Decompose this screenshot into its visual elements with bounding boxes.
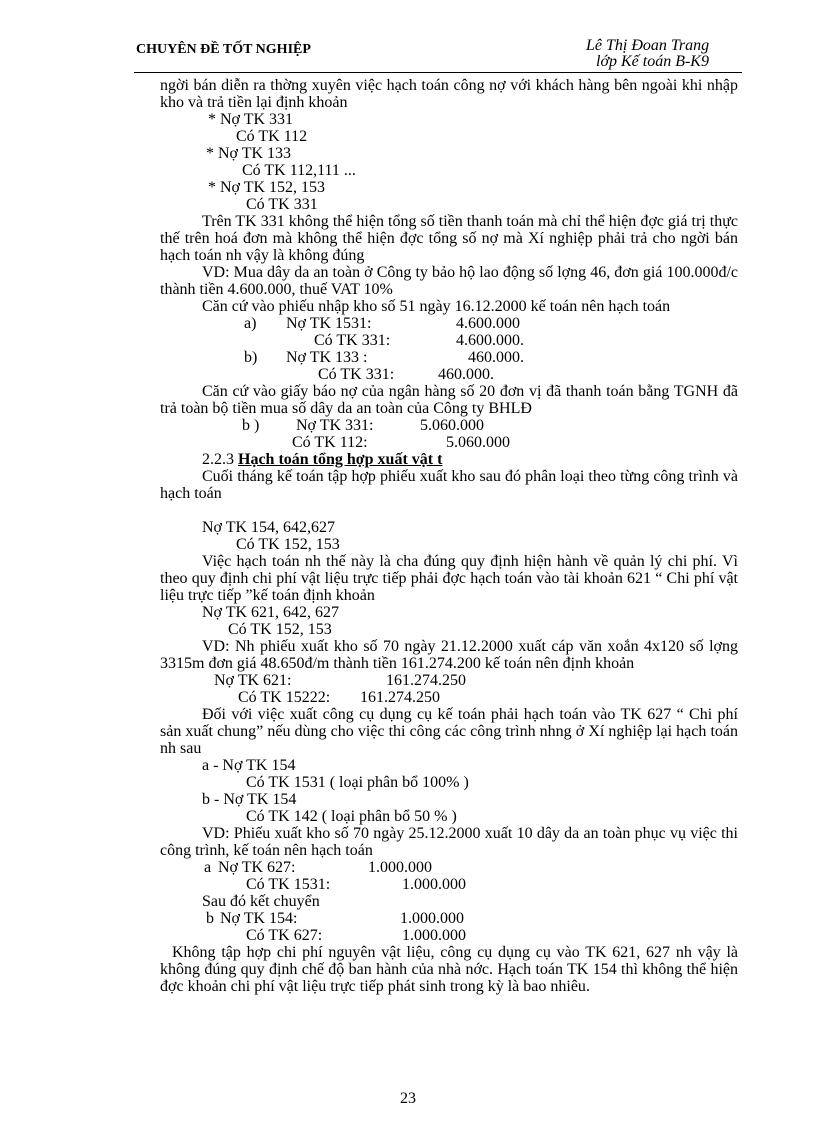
entry-line: Có TK 331	[246, 196, 318, 213]
paragraph: VD: Mua dây da an toàn ở Công ty bảo hộ lao động số lợng 46, đơn giá 100.000đ/c thành tiền 4.600.000, thuế VAT 10%	[160, 264, 738, 298]
paragraph: Đối với việc xuất công cụ dụng cụ kế toán phải hạch toán vào TK 627 “ Chi phí sản xuất chung” nếu dùng cho việc thi công các công trình nhng ở Xí nghiệp lại hạch toán nh sau	[160, 706, 738, 757]
entry-line: Sau đó kết chuyển	[202, 893, 320, 910]
entry-line: Nợ TK 621, 642, 627	[202, 604, 340, 621]
entry-amount: 1.000.000	[402, 876, 466, 893]
entry-amount: 161.274.250	[386, 672, 466, 689]
entry-line: Có TK 112	[236, 128, 308, 145]
entry-amount: 1.000.000	[368, 859, 432, 876]
entry-row	[160, 434, 738, 451]
entry-account: Có TK 112:	[292, 434, 368, 451]
paragraph: Căn cứ vào phiếu nhập kho số 51 ngày 16.12.2000 kế toán nên hạch toán	[202, 298, 671, 315]
entry-account: Có TK 331:	[318, 366, 395, 383]
entry-line: * Nợ TK 331	[208, 111, 294, 128]
entry-account: Nợ TK 331:	[296, 417, 374, 434]
section-heading	[160, 451, 738, 468]
entry-line: Có TK 152, 153	[236, 536, 340, 553]
entry-line: * Nợ TK 152, 153	[208, 179, 326, 196]
author-name: Lê Thị Đoan Trang	[586, 37, 710, 54]
entry-account: Nợ TK 627:	[218, 859, 296, 876]
entry-row	[160, 689, 738, 706]
document-body	[160, 77, 738, 995]
entry-line: Có TK 1531 ( loại phân bổ 100% )	[246, 774, 469, 791]
class-name: lớp Kế toán B-K9	[596, 53, 709, 70]
entry-label: a	[204, 859, 212, 876]
entry-account: Nợ TK 154:	[220, 910, 298, 927]
entry-account: Có TK 331:	[314, 332, 391, 349]
entry-line: Có TK 142 ( loại phân bổ 50 % )	[246, 808, 457, 825]
entry-amount: 460.000.	[468, 349, 524, 366]
entry-amount: 4.600.000.	[456, 332, 524, 349]
entry-line: Có TK 112,111 ...	[242, 162, 356, 179]
entry-label: b)	[244, 349, 258, 366]
page-header-left: CHUYÊN ĐỀ TỐT NGHIỆP	[136, 42, 311, 57]
entry-row	[160, 876, 738, 893]
entry-row	[160, 859, 738, 876]
paragraph: Trên TK 331 không thể hiện tổng số tiền thanh toán mà chỉ thể hiện đợc giá trị thực thế trên hoá đơn mà không thể hiện đợc tổng số nợ mà Xí nghiệp phải trả cho ngời bán hạch toán nh vậy là không đúng	[160, 213, 738, 264]
entry-label: b )	[242, 417, 260, 434]
paragraph: Căn cứ vào giấy báo nợ của ngân hàng số 20 đơn vị đã thanh toán bằng TGNH đã trả toàn bộ tiền mua số dây da an toàn của Công ty BHLĐ	[160, 383, 738, 417]
entry-amount: 161.274.250	[360, 689, 440, 706]
entry-account: Nợ TK 133 :	[286, 349, 368, 366]
entry-account: Có TK 1531:	[246, 876, 331, 893]
entry-account: Nợ TK 621:	[214, 672, 292, 689]
entry-row	[160, 927, 738, 944]
entry-line: a - Nợ TK 154	[202, 757, 296, 774]
entry-account: Có TK 627:	[246, 927, 323, 944]
entry-line: Có TK 152, 153	[228, 621, 332, 638]
entry-line: Nợ TK 154, 642,627	[202, 519, 336, 536]
entry-row	[160, 332, 738, 349]
entry-row	[160, 366, 738, 383]
paragraph: VD: Nh phiếu xuất kho số 70 ngày 21.12.2000 xuất cáp văn xoắn 4x120 số lợng 3315m đơn giá 48.650đ/m thành tiền 161.274.200 kế toán nên định khoản	[160, 638, 738, 672]
paragraph: VD: Phiếu xuất kho số 70 ngày 25.12.2000 xuất 10 dây da an toàn phục vụ việc thi công trình, kế toán nên hạch toán	[160, 825, 738, 859]
entry-label: b	[206, 910, 214, 927]
entry-row	[160, 417, 738, 434]
entry-amount: 460.000.	[438, 366, 494, 383]
entry-amount: 5.060.000	[446, 434, 510, 451]
entry-label: a)	[244, 315, 257, 332]
header-rule	[134, 72, 742, 73]
section-number: 2.2.3	[202, 451, 234, 468]
entry-row	[160, 315, 738, 332]
page-number: 23	[400, 1090, 416, 1107]
entry-line: b - Nợ TK 154	[202, 791, 297, 808]
entry-account: Nợ TK 1531:	[286, 315, 372, 332]
entry-amount: 1.000.000	[400, 910, 464, 927]
entry-row	[160, 672, 738, 689]
paragraph: Cuối tháng kế toán tập hợp phiếu xuất kho sau đó phân loại theo từng công trình và hạch toán	[160, 468, 738, 502]
entry-row	[160, 349, 738, 366]
entry-amount: 1.000.000	[402, 927, 466, 944]
paragraph: Việc hạch toán nh thế này là cha đúng quy định hiện hành về quản lý chi phí. Vì theo quy định chi phí vật liệu trực tiếp phải đợc hạch toán vào tài khoản 621 “ Chi phí vật liệu trực tiếp ”kế toán định khoản	[160, 553, 738, 604]
entry-line: * Nợ TK 133	[206, 145, 292, 162]
entry-account: Có TK 15222:	[238, 689, 331, 706]
entry-row	[160, 910, 738, 927]
paragraph: Không tập hợp chi phí nguyên vật liệu, công cụ dụng cụ vào TK 621, 627 nh vậy là không đúng quy định chế độ ban hành của nhà nớc. Hạch toán TK 154 thì không thể hiện đợc khoản chi phí vật liệu trực tiếp phát sinh trong kỳ là bao nhiêu.	[160, 944, 738, 995]
entry-amount: 4.600.000	[456, 315, 520, 332]
paragraph: ngời bán diễn ra thờng xuyên việc hạch toán công nợ với khách hàng bên ngoài khi nhập kho và trả tiền lại định khoản	[160, 77, 738, 111]
entry-amount: 5.060.000	[420, 417, 484, 434]
section-title: Hạch toán tổng hợp xuất vật t	[238, 451, 443, 468]
page-header-right	[582, 38, 742, 70]
